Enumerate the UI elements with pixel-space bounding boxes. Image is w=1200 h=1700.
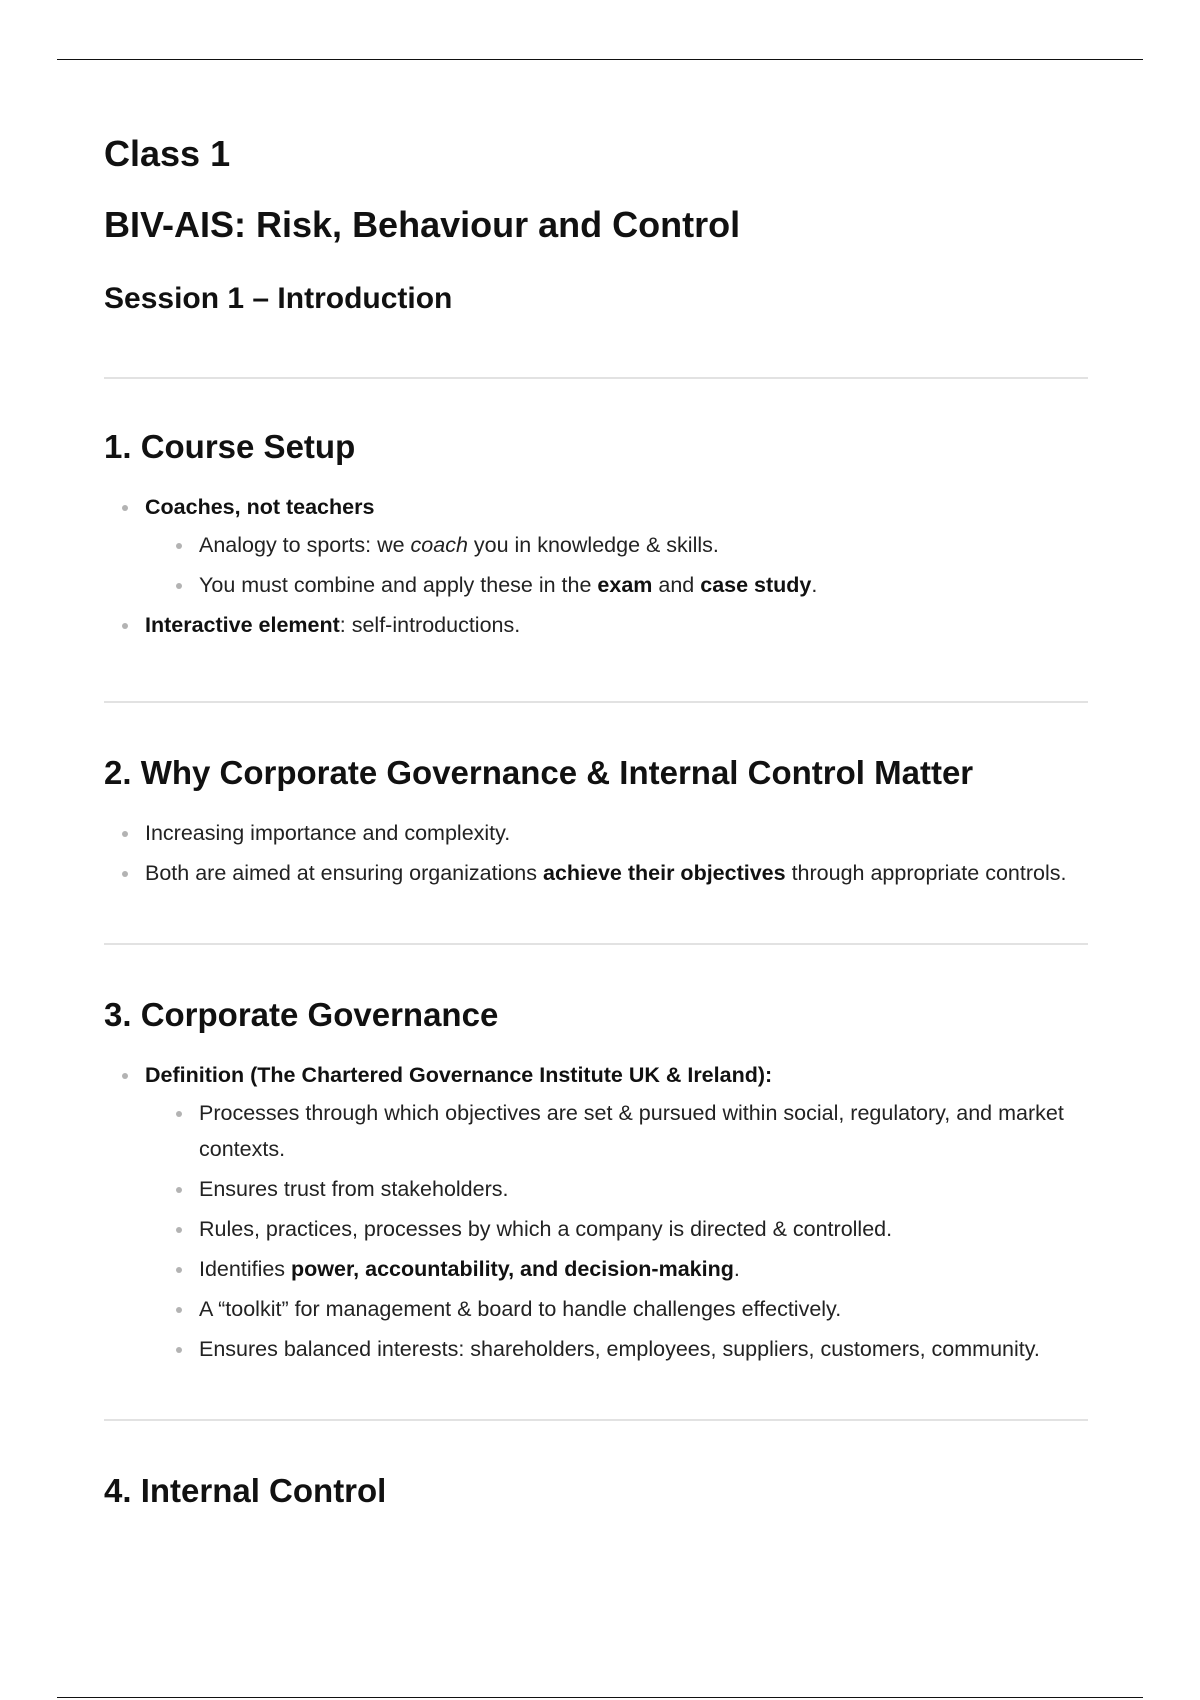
why-governance-list [104, 815, 1088, 891]
document-body [104, 120, 1088, 1513]
text-run: Both are aimed at ensuring organizations [145, 861, 543, 885]
list-item-lead: Interactive element [145, 613, 340, 637]
section-divider [104, 943, 1088, 945]
list-item [104, 855, 1088, 891]
sub-list-item: Processes through which objectives are set & pursued within social, regulatory, and market contexts. [104, 1095, 1088, 1167]
sub-list-item: Ensures balanced interests: shareholders, employees, suppliers, customers, community. [104, 1331, 1088, 1367]
list-item [104, 815, 1088, 851]
bold-text: exam [597, 573, 653, 597]
text-run: . [811, 573, 818, 597]
text-run: . [733, 1257, 740, 1281]
sub-list-item [104, 567, 1088, 603]
list-item-lead: Definition (The Chartered Governance Institute UK & Ireland): [145, 1063, 773, 1087]
emphasis-text: coach [410, 533, 468, 557]
section-heading-why-governance: 2. Why Corporate Governance & Internal Control Matter [104, 754, 974, 791]
sub-list [145, 527, 1088, 603]
list-item-lead: Coaches, not teachers [145, 495, 375, 519]
section-heading-course-setup: 1. Course Setup [104, 428, 356, 465]
text-run: : self-introductions. [339, 613, 521, 637]
sub-list [145, 1095, 1088, 1367]
page-bottom-rule [57, 1697, 1143, 1698]
section-divider [104, 377, 1088, 379]
section-heading-internal-control: 4. Internal Control [104, 1472, 387, 1509]
bold-text: achieve their objectives [543, 861, 786, 885]
text-run: You must combine and apply these in the [199, 573, 598, 597]
text-run: Increasing importance and complexity. [145, 821, 511, 845]
bold-text: case study [700, 573, 812, 597]
page-top-rule [57, 59, 1143, 60]
corporate-governance-list [104, 1057, 1088, 1367]
text-run: Identifies [199, 1257, 292, 1281]
class-title: Class 1 [104, 133, 231, 174]
text-run: through appropriate controls. [785, 861, 1067, 885]
sub-list-item [104, 527, 1088, 563]
text-run: you in knowledge & skills. [467, 533, 719, 557]
sub-list-item: Ensures trust from stakeholders. [104, 1171, 1088, 1207]
text-run: and [652, 573, 701, 597]
session-title: Session 1 – Introduction [104, 282, 453, 315]
course-setup-list [104, 489, 1088, 643]
section-heading-corporate-governance: 3. Corporate Governance [104, 996, 499, 1033]
course-title: BIV-AIS: Risk, Behaviour and Control [104, 204, 741, 245]
section-divider [104, 701, 1088, 703]
text-run: Analogy to sports: we [199, 533, 411, 557]
list-item [104, 489, 1088, 603]
list-item [104, 1057, 1088, 1367]
list-item [104, 607, 1088, 643]
bold-text: power, accountability, and decision-making [291, 1257, 734, 1281]
sub-list-item: Rules, practices, processes by which a company is directed & controlled. [104, 1211, 1088, 1247]
section-divider [104, 1419, 1088, 1421]
sub-list-item [104, 1251, 1088, 1287]
sub-list-item: A “toolkit” for management & board to handle challenges effectively. [104, 1291, 1088, 1327]
